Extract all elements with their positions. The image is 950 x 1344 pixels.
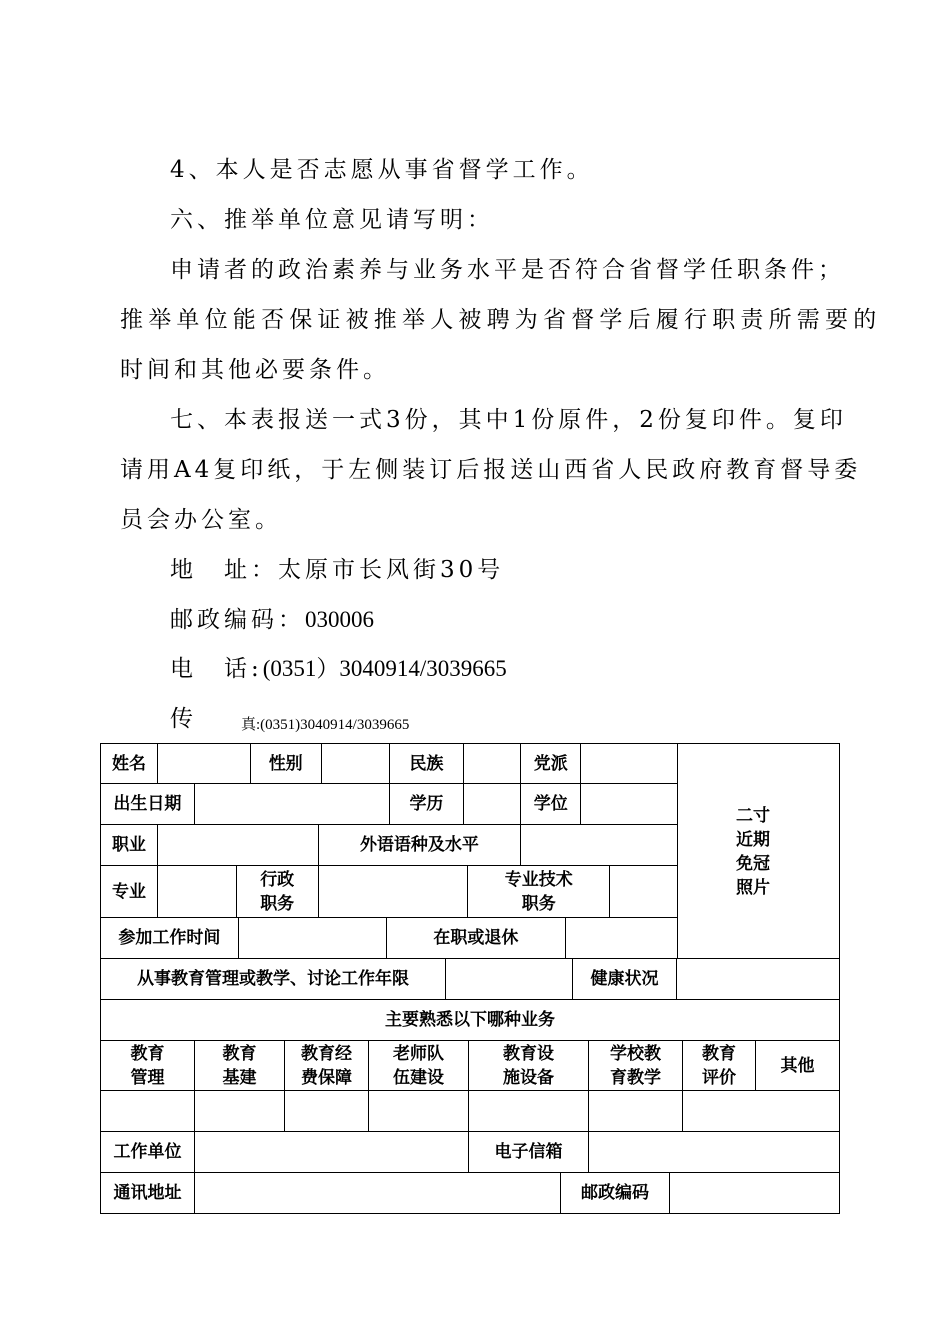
business-school-teaching-line-2: 育教学 [610, 1067, 661, 1088]
admin-post-label-line-1: 行政 [260, 869, 295, 890]
business-facilities-line-1: 教育设 [503, 1043, 554, 1064]
form-row-birth [100, 784, 678, 825]
business-education-infrastructure [195, 1041, 285, 1090]
business-facilities-line-2: 施设备 [503, 1067, 554, 1088]
email-field[interactable] [589, 1132, 840, 1172]
health-field[interactable] [677, 959, 840, 999]
major-field[interactable] [158, 866, 237, 917]
education-label: 学历 [390, 784, 465, 824]
gender-field[interactable] [322, 744, 390, 783]
name-label: 姓名 [101, 744, 158, 783]
section-7-line-1: 七、本表报送一式3份，其中1份原件，2份复印件。复印 [170, 407, 847, 433]
occupation-label: 职业 [101, 825, 158, 865]
section-7-line-3: 员会办公室。 [120, 507, 282, 533]
ethnicity-field[interactable] [464, 744, 521, 783]
section-6-heading: 六、推举单位意见请写明： [170, 207, 494, 233]
form-row-teaching-years [100, 959, 840, 1000]
business-facilities [469, 1041, 589, 1090]
ethnicity-label: 民族 [390, 744, 465, 783]
foreign-language-label: 外语语种及水平 [319, 825, 522, 865]
birth-date-label: 出生日期 [101, 784, 195, 824]
item-4-text: 4、本人是否志愿从事省督学工作。 [170, 157, 594, 183]
tech-post-label-line-2: 职务 [521, 893, 556, 914]
mail-postcode-label: 邮政编码 [561, 1173, 670, 1213]
tech-post-label-line-1: 专业技术 [504, 869, 573, 890]
education-field[interactable] [464, 784, 521, 824]
party-label: 党派 [521, 744, 581, 783]
form-row-occupation [100, 825, 678, 866]
health-label: 健康状况 [573, 959, 677, 999]
occupation-field[interactable] [158, 825, 319, 865]
business-funding [285, 1041, 369, 1090]
phone-value: (0351）3040914/3039665 [262, 656, 507, 681]
business-school-teaching-line-1: 学校教 [610, 1043, 661, 1064]
business-teacher-staff-line-2: 伍建设 [393, 1067, 444, 1088]
teaching-years-field[interactable] [446, 959, 573, 999]
fax-value: 真:(0351)3040914/3039665 [241, 717, 410, 733]
major-label: 专业 [101, 866, 158, 917]
business-header: 主要熟悉以下哪种业务 [101, 1000, 840, 1040]
form-row-business-header [100, 1000, 840, 1041]
section-6-line-2: 推举单位能否保证被推举人被聘为省督学后履行职责所需要的 [120, 307, 882, 333]
teaching-years-label: 从事教育管理或教学、讨论工作年限 [101, 959, 446, 999]
photo-text-line-1: 二寸 [736, 806, 770, 826]
business-education-infrastructure-line-1: 教育 [222, 1043, 257, 1064]
business-evaluation-line-2: 评价 [702, 1067, 736, 1088]
postcode-value: 030006 [305, 607, 374, 632]
business-selection-cell[interactable] [589, 1091, 683, 1131]
business-selection-cell[interactable] [195, 1091, 285, 1131]
address-line [170, 557, 504, 583]
work-unit-field[interactable] [195, 1132, 469, 1172]
business-funding-line-2: 费保障 [301, 1067, 352, 1088]
business-evaluation [683, 1041, 756, 1090]
form-row-business-selection [100, 1091, 840, 1132]
gender-label: 性别 [251, 744, 322, 783]
party-field[interactable] [581, 744, 678, 783]
email-label: 电子信箱 [469, 1132, 589, 1172]
business-evaluation-line-1: 教育 [702, 1043, 736, 1064]
fax-label: 传 [170, 706, 197, 732]
business-selection-cell[interactable] [683, 1091, 840, 1131]
phone-label: 电 话: [170, 656, 263, 682]
form-row-work-unit [100, 1132, 840, 1173]
address-value: 太原市长风街30号 [278, 557, 505, 583]
admin-post-label-line-2: 职务 [260, 893, 295, 914]
registration-form-table [100, 743, 840, 1214]
business-education-management-line-2: 管理 [130, 1067, 165, 1088]
business-selection-cell[interactable] [101, 1091, 195, 1131]
mail-address-label: 通讯地址 [101, 1173, 195, 1213]
business-selection-cell[interactable] [369, 1091, 469, 1131]
phone-line [170, 656, 507, 682]
business-education-infrastructure-line-2: 基建 [222, 1067, 257, 1088]
work-start-label: 参加工作时间 [101, 918, 239, 958]
tech-post-field[interactable] [610, 866, 678, 917]
business-education-management-line-1: 教育 [130, 1043, 165, 1064]
photo-text-line-3: 免冠 [736, 854, 770, 874]
business-other: 其他 [756, 1041, 840, 1090]
business-teacher-staff-line-1: 老师队 [393, 1043, 444, 1064]
form-row-work-start [100, 918, 678, 959]
form-row-major [100, 866, 678, 918]
postcode-line [170, 607, 374, 633]
business-teacher-staff [369, 1041, 469, 1090]
admin-post-field[interactable] [319, 866, 469, 917]
degree-label: 学位 [521, 784, 581, 824]
form-row-mail-address [100, 1173, 840, 1214]
business-education-management [101, 1041, 195, 1090]
mail-address-field[interactable] [195, 1173, 561, 1213]
mail-postcode-field[interactable] [670, 1173, 840, 1213]
foreign-language-field[interactable] [521, 825, 678, 865]
name-field[interactable] [158, 744, 251, 783]
postcode-label: 邮政编码： [170, 607, 305, 633]
work-start-field[interactable] [239, 918, 387, 958]
section-6-line-3: 时间和其他必要条件。 [120, 357, 390, 383]
photo-placeholder[interactable] [677, 743, 840, 959]
form-row-business-areas [100, 1041, 840, 1091]
address-label: 地 址： [170, 557, 278, 583]
business-school-teaching [589, 1041, 683, 1090]
photo-text-line-2: 近期 [736, 830, 770, 850]
admin-post-label [237, 866, 319, 917]
birth-date-field[interactable] [195, 784, 390, 824]
work-unit-label: 工作单位 [101, 1132, 195, 1172]
business-selection-cell[interactable] [469, 1091, 589, 1131]
photo-text-line-4: 照片 [736, 878, 770, 898]
employment-status-label: 在职或退休 [387, 918, 567, 958]
tech-post-label [468, 866, 610, 917]
section-7-line-2: 请用A4复印纸，于左侧装订后报送山西省人民政府教育督导委 [120, 457, 862, 483]
business-funding-line-1: 教育经 [301, 1043, 352, 1064]
employment-status-field[interactable] [566, 918, 678, 958]
section-6-line-1: 申请者的政治素养与业务水平是否符合省督学任职条件； [170, 257, 845, 283]
form-row-name [100, 743, 678, 784]
degree-field[interactable] [581, 784, 678, 824]
business-selection-cell[interactable] [285, 1091, 369, 1131]
